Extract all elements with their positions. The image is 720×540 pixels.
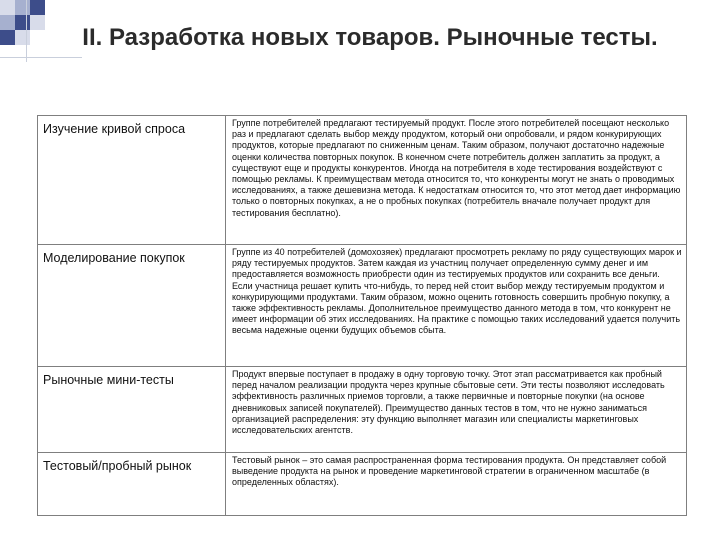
decor-vertical-line (26, 0, 27, 62)
decor-square (15, 30, 30, 45)
method-name: Тестовый/пробный рынок (38, 453, 226, 516)
method-description: Группе из 40 потребителей (домохозяек) предлагают просмотреть рекламу по ряду существующих марок и ряду тестируемых продуктов. Затем каждая из участниц получает определенную сумму денег и им предоставляется возможность приобрести один из тестируемых продуктов или сохранить все деньги. Если участница решает купить что-нибудь, то перед ней стоит выбор между тестируемым продуктом и конкурирующими продуктами. Таким образом, можно оценить готовность совершить пробную покупку, а также эффективность рекламы. Дополнительное преимущество данного метода в том, что конкурент не имеет информации об этих исследованиях. На практике с помощью таких исследований удается получить весьма надежные оценки будущих объемов сбыта. (226, 245, 687, 367)
decor-square (15, 15, 30, 30)
decor-square (0, 15, 15, 30)
decor-square (0, 0, 15, 15)
method-description: Продукт впервые поступает в продажу в одну торговую точку. Этот этап рассматривается как пробный перед началом реализации продукта через крупные сбытовые сети. Эти тесты позволяют исследовать эффективность различных приемов торговли, а также первичные и повторные покупки (на основе дневниковых записей покупателей). Преимущество данных тестов в том, что не нужно заниматься организацией распределения: эту функцию выполняет магазин или специалисты маркетинговых исследовательских агентств. (226, 367, 687, 453)
method-description: Тестовый рынок – это самая распространенная форма тестирования продукта. Он представляет собой выведение продукта на рынок и проведение маркетинговой стратегии в ограниченном масштабе (в определенных областях). (226, 453, 687, 516)
decorative-squares (0, 0, 64, 60)
decor-square (30, 0, 45, 15)
table-row (38, 116, 687, 245)
method-name: Изучение кривой спроса (38, 116, 226, 245)
table-row (38, 367, 687, 453)
methods-table (37, 115, 687, 516)
decor-square (30, 15, 45, 30)
decor-square (0, 30, 15, 45)
page-title: II. Разработка новых товаров. Рыночные тесты. (82, 24, 658, 51)
decor-horizontal-line (0, 57, 82, 58)
decor-square (15, 0, 30, 15)
method-description: Группе потребителей предлагают тестируемый продукт. После этого потребителей посещают несколько раз и предлагают сделать выбор между продуктом, который они опробовали, и рядом конкурирующих продуктов, которые предлагают по сниженным ценам. Таким образом, получают достаточно надежные оценки количества повторных покупок. В конечном счете потребитель должен заплатить за продукт, а существуют еще и продукты конкурентов. Иногда на потребителя в ходе тестирования воздействуют с помощью рекламы. К преимуществам метода относится то, что конкуренты могут не знать о проводимых исследованиях, а также дешевизна метода. К недостаткам относится то, что этот метод дает информацию только о повторных покупках, а не о пробных покупках (потребитель вначале получает продукт для тестирования бесплатно). (226, 116, 687, 245)
table-row (38, 453, 687, 516)
method-name: Рыночные мини-тесты (38, 367, 226, 453)
table-row (38, 245, 687, 367)
method-name: Моделирование покупок (38, 245, 226, 367)
